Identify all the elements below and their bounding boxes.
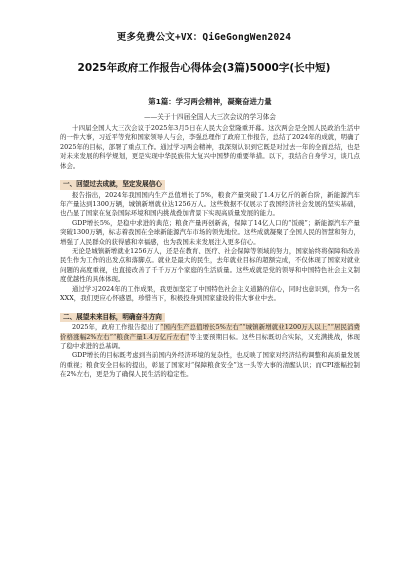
section-subtitle: ——关于十四届全国人大三次会议的学习体会 (144, 113, 276, 121)
promo-line: 更多免费公文+VX：QiGeGongWen2024 (116, 32, 292, 43)
highlighted-text: “城镇新增就业1200万人以上”“居民消费价格涨幅2%左右”“粮食产量1.4万亿斤左右” (60, 323, 360, 341)
text-run: 等主要预期目标。这些目标既切合实际，又充满挑战，体现了稳中求进的总基调。 (60, 332, 360, 350)
document-body (60, 96, 360, 380)
section-title: 第1篇：学习两会精神，凝聚奋进力量 (148, 97, 272, 106)
highlighted-text: “国内生产总值增长5%左右” (160, 323, 243, 332)
text-run: 2025年，政府工作报告提出了 (72, 323, 161, 332)
paragraph-targets (60, 323, 360, 351)
document-title: 2025年政府工作报告心得体会(3篇)5000字(长中短) (77, 62, 331, 74)
paragraph: 无论是城镇新增就业1256万人，还是在教育、医疗、社会保障等领域的努力，国家始终将保障和改善民生作为工作的出发点和落脚点。就业是最大的民生，去年就业目标的超额完成，不仅体现了国家对就业问题的高度重视，也直接改善了千千万万个家庭的生活质量。这些成就是党的领导和中国特色社会主义制度优越性的具体体现。 (60, 247, 360, 284)
paragraph: 通过学习2024年的工作成果，我更加坚定了中国特色社会主义道路的信心，同时也意识到，作为一名XXX，我们更应心怀感恩，珍惜当下，积极投身到国家建设的伟大事业中去。 (60, 284, 360, 303)
paragraph: GDP增长5%，是稳中求进的典范；粮食产量再创新高，保障了14亿人口的“饭碗”；新能源汽车产量突破1300万辆，标志着我国在全球新能源汽车市场的领先地位。这些成就凝聚了全国人民的智慧和努力，增强了人民群众的获得感和幸福感，也为我国未来发展注入更多信心。 (60, 218, 360, 246)
heading-1: 一、回望过去成就，坚定发展信心 (60, 180, 165, 190)
heading-2: 二、展望未来目标，明确奋斗方向 (60, 313, 165, 323)
intro-paragraph: 十四届全国人大三次会议于2025年3月5日在人民大会堂隆重开幕。这次两会是全国人民政治生活中的一件大事，习近平等党和国家领导人与会，李强总理作了政府工作报告，总结了2024年的成就，明确了2025年的目标，部署了重点工作。通过学习两会精神，我深刻认识到它既是对过去一年的全面总结，也是对未来发展的科学规划，更是实现中华民族伟大复兴中国梦的重要举措。以下，我结合自身学习，谈几点体会。 (60, 124, 360, 170)
paragraph: GDP增长的目标既考虑到当前国内外经济环境的复杂性，也反映了国家对经济结构调整和高质量发展的重视；粮食安全目标的提出，彰显了国家对“保障粮食安全”这一头等大事的清醒认识；而CPI涨幅控制在2%左右，更是为了确保人民生活的稳定性。 (60, 351, 360, 379)
paragraph: 报告指出，2024年我国国内生产总值增长了5%，粮食产量突破了1.4万亿斤的新台阶，新能源汽车年产量达到1300万辆，城镇新增就业达1256万人。这些数据不仅展示了我国经济社会发展的坚实基础，也凸显了国家在复杂国际环境和国内挑战叠加背景下实现高质量发展的能力。 (60, 190, 360, 218)
